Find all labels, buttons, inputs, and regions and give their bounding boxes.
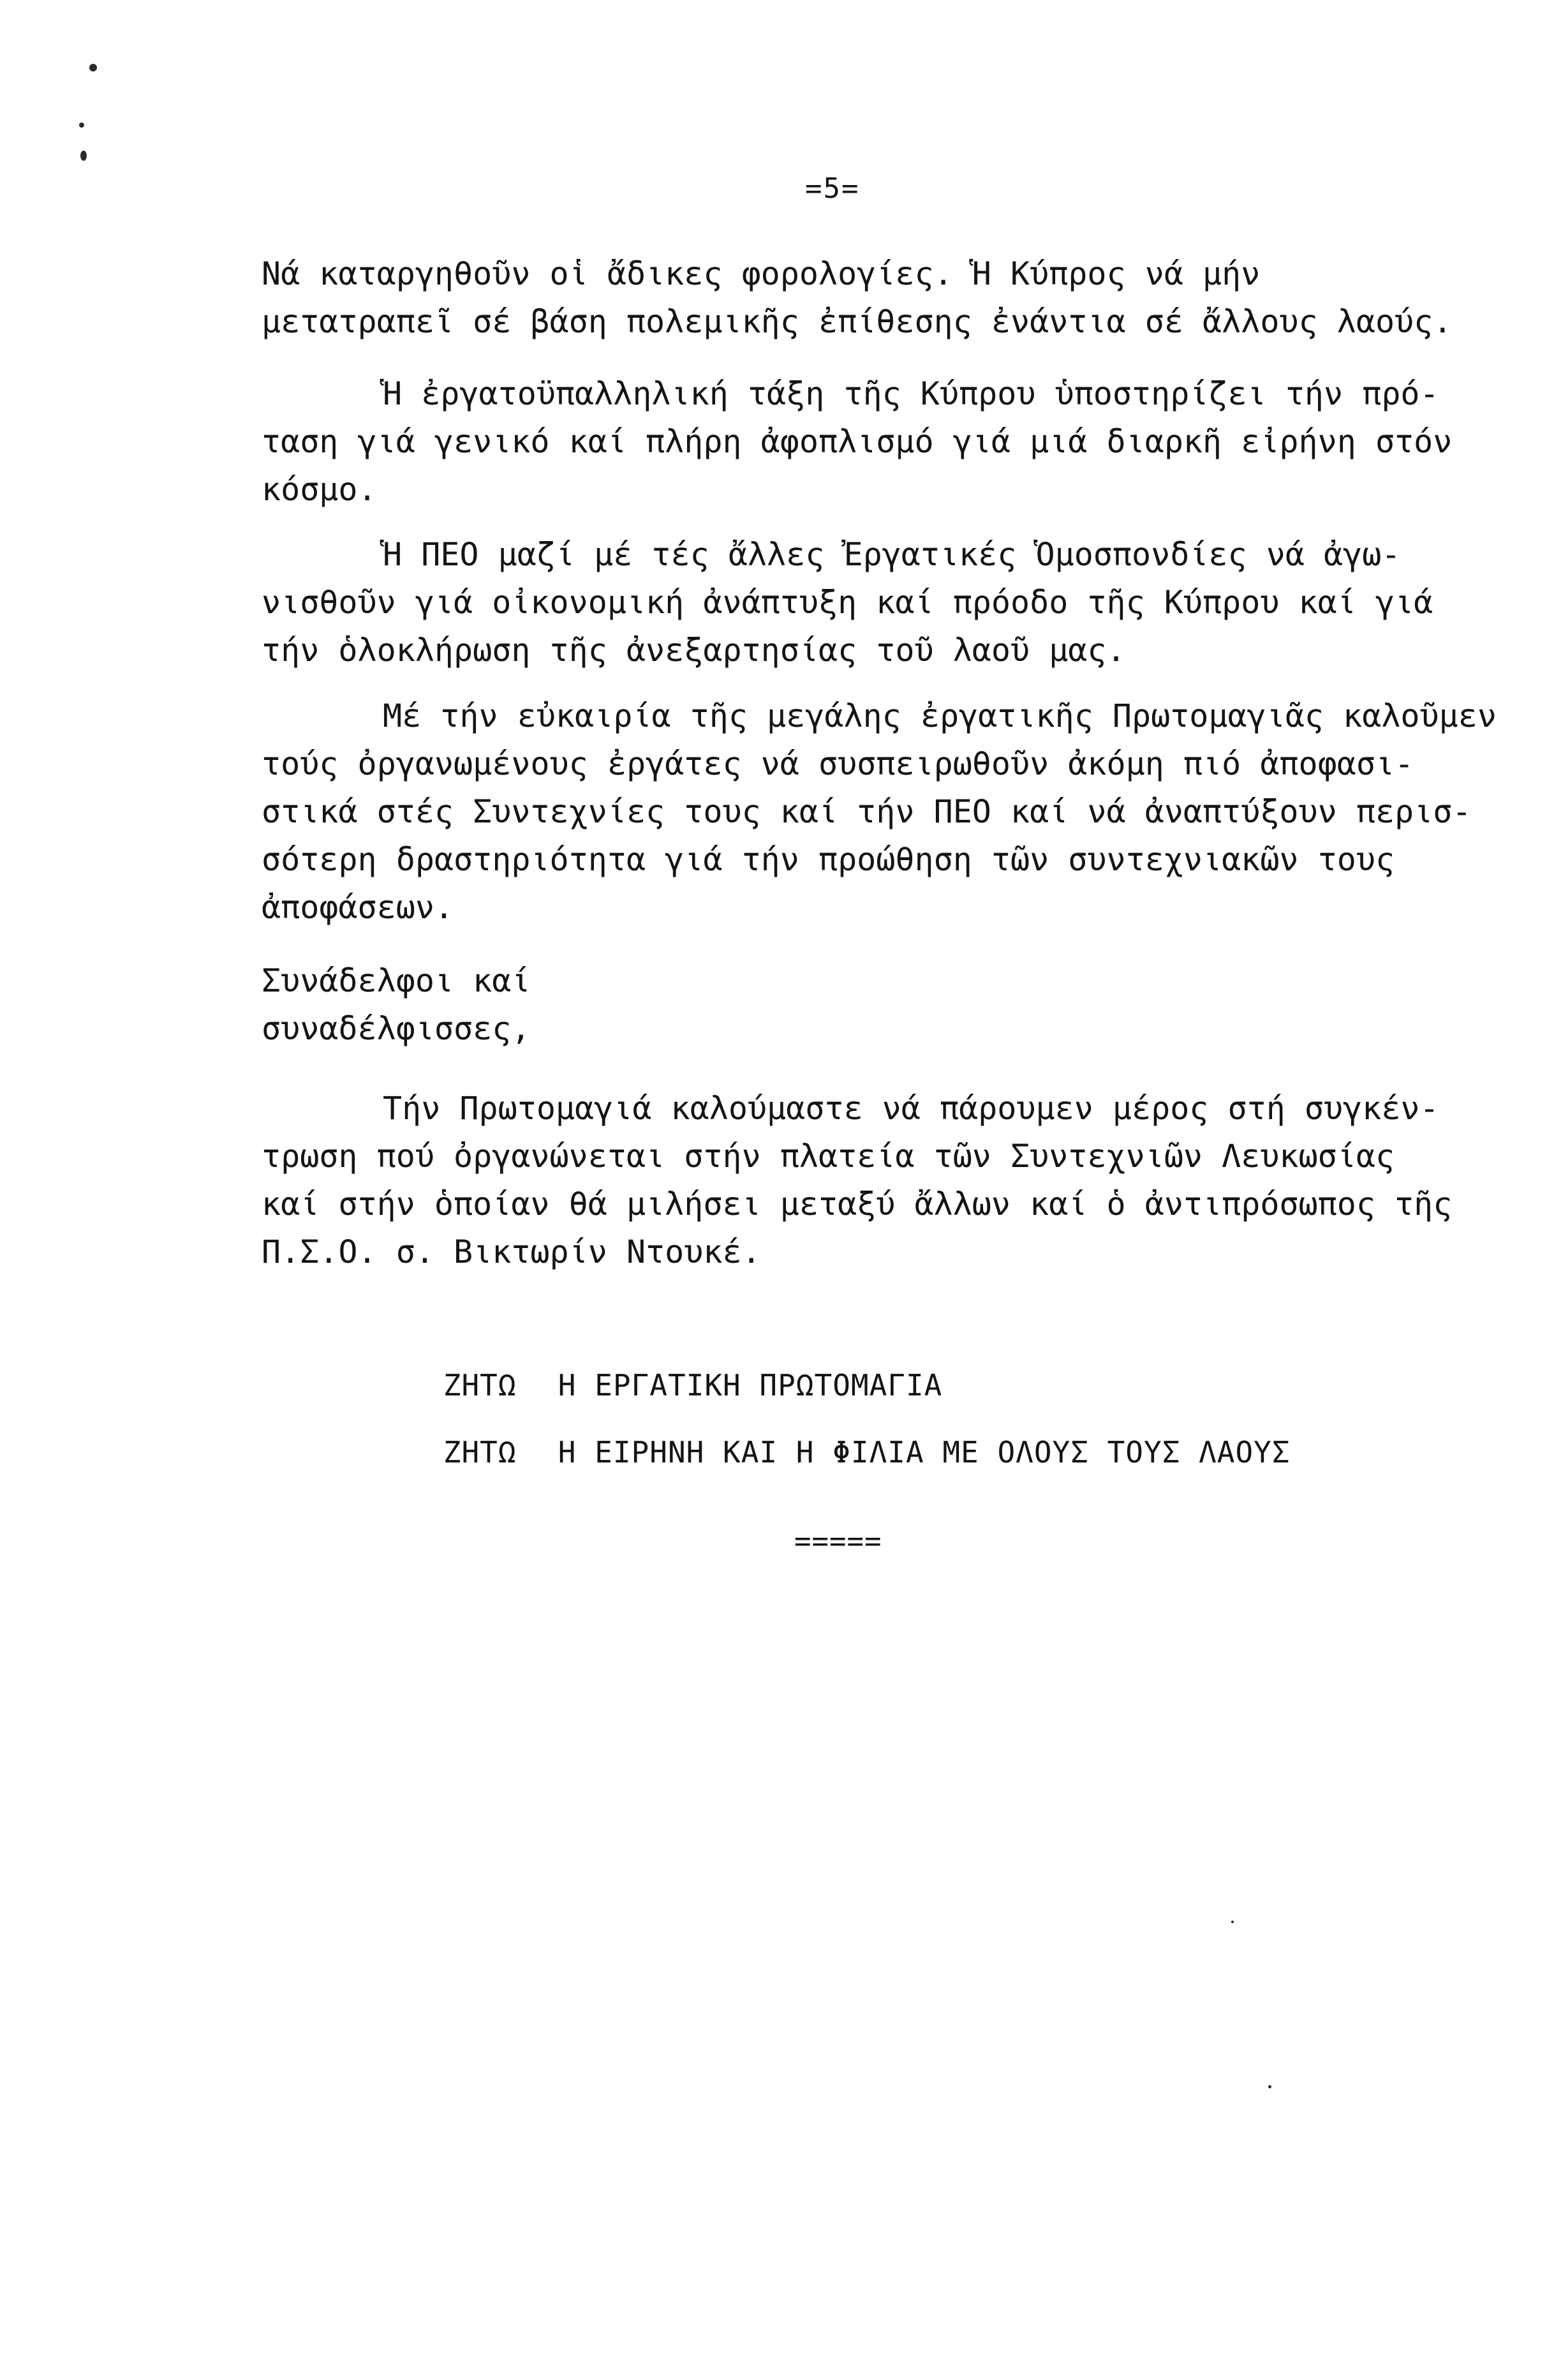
text-line: τήν ὁλοκλήρωση τῆς ἀνεξαρτησίας τοῦ λαοῦ μας. <box>262 632 1126 669</box>
paragraph-rally-announcement <box>262 1085 1499 1276</box>
text-line: τρωση πού ὀργανώνεται στήν πλατεία τῶν Συντεχνιῶν Λευκωσίας <box>262 1138 1395 1175</box>
scan-speck <box>79 123 84 128</box>
text-line: νισθοῦν γιά οἰκονομική ἀνάπτυξη καί πρόοδο τῆς Κύπρου καί γιά <box>262 584 1433 621</box>
paragraph-disarmament <box>262 370 1499 514</box>
slogan-line <box>370 1401 1291 1504</box>
text-line: Νά καταργηθοῦν οἱ ἄδικες φορολογίες. Ἡ Κύπρος νά μήν <box>262 255 1261 292</box>
text-line: ταση γιά γενικό καί πλήρη ἀφοπλισμό γιά μιά διαρκῆ εἰρήνη στόν <box>262 423 1453 460</box>
greeting-line: συναδέλφισσες, <box>262 1010 531 1047</box>
text-line: Ἡ ἐργατοϋπαλληλική τάξη τῆς Κύπρου ὑποστηρίζει τήν πρό- <box>383 375 1439 412</box>
slogan-text: Η ΕΡΓΑΤΙΚΗ ΠΡΩΤΟΜΑΓΙΑ <box>558 1368 943 1402</box>
paragraph-may-day-call <box>262 692 1499 932</box>
text-line: κόσμο. <box>262 471 377 508</box>
text-line: ἀποφάσεων. <box>262 889 454 926</box>
slogan-keyword: ΖΗΤΩ <box>443 1368 517 1402</box>
text-line: τούς ὀργανωμένους ἐργάτες νά συσπειρωθοῦν ἀκόμη πιό ἀποφασι- <box>262 745 1414 782</box>
paragraph-tax-and-bases <box>262 250 1499 346</box>
scan-speck <box>1231 1921 1234 1923</box>
text-line: σότερη δραστηριότητα γιά τήν προώθηση τῶν συντεχνιακῶν τους <box>262 841 1395 878</box>
scan-speck <box>89 64 97 71</box>
text-line: Μέ τήν εὐκαιρία τῆς μεγάλης ἐργατικῆς Πρωτομαγιᾶς καλοῦμεν <box>383 697 1497 734</box>
slogan-keyword: ΖΗΤΩ <box>443 1435 517 1469</box>
page-number: =5= <box>805 172 860 205</box>
paragraph-peo-federations <box>262 531 1499 674</box>
text-line: Τήν Πρωτομαγιά καλούμαστε νά πάρουμεν μέρος στή συγκέν- <box>383 1090 1439 1127</box>
greeting <box>262 957 530 1053</box>
text-line: Π.Σ.Ο. σ. Βικτωρίν Ντουκέ. <box>262 1233 761 1270</box>
slogan-text: Η ΕΙΡΗΝΗ ΚΑΙ Η ΦΙΛΙΑ ΜΕ ΟΛΟΥΣ ΤΟΥΣ ΛΑΟΥΣ <box>558 1435 1291 1469</box>
closing-mark: ===== <box>794 1525 882 1558</box>
text-line: στικά στές Συντεχνίες τους καί τήν ΠΕΟ καί νά ἀναπτύξουν περισ- <box>262 793 1472 830</box>
text-line: καί στήν ὁποίαν θά μιλήσει μεταξύ ἄλλων καί ὁ ἀντιπρόσωπος τῆς <box>262 1186 1453 1223</box>
text-line: Ἡ ΠΕΟ μαζί μέ τές ἄλλες Ἐργατικές Ὁμοσπονδίες νά ἀγω- <box>383 536 1401 573</box>
greeting-line: Συνάδελφοι καί <box>262 962 531 999</box>
text-line: μετατραπεῖ σέ βάση πολεμικῆς ἐπίθεσης ἐνάντια σέ ἄλλους λαούς. <box>262 303 1453 340</box>
scan-speck <box>80 151 87 161</box>
scan-speck <box>1268 2085 1271 2088</box>
